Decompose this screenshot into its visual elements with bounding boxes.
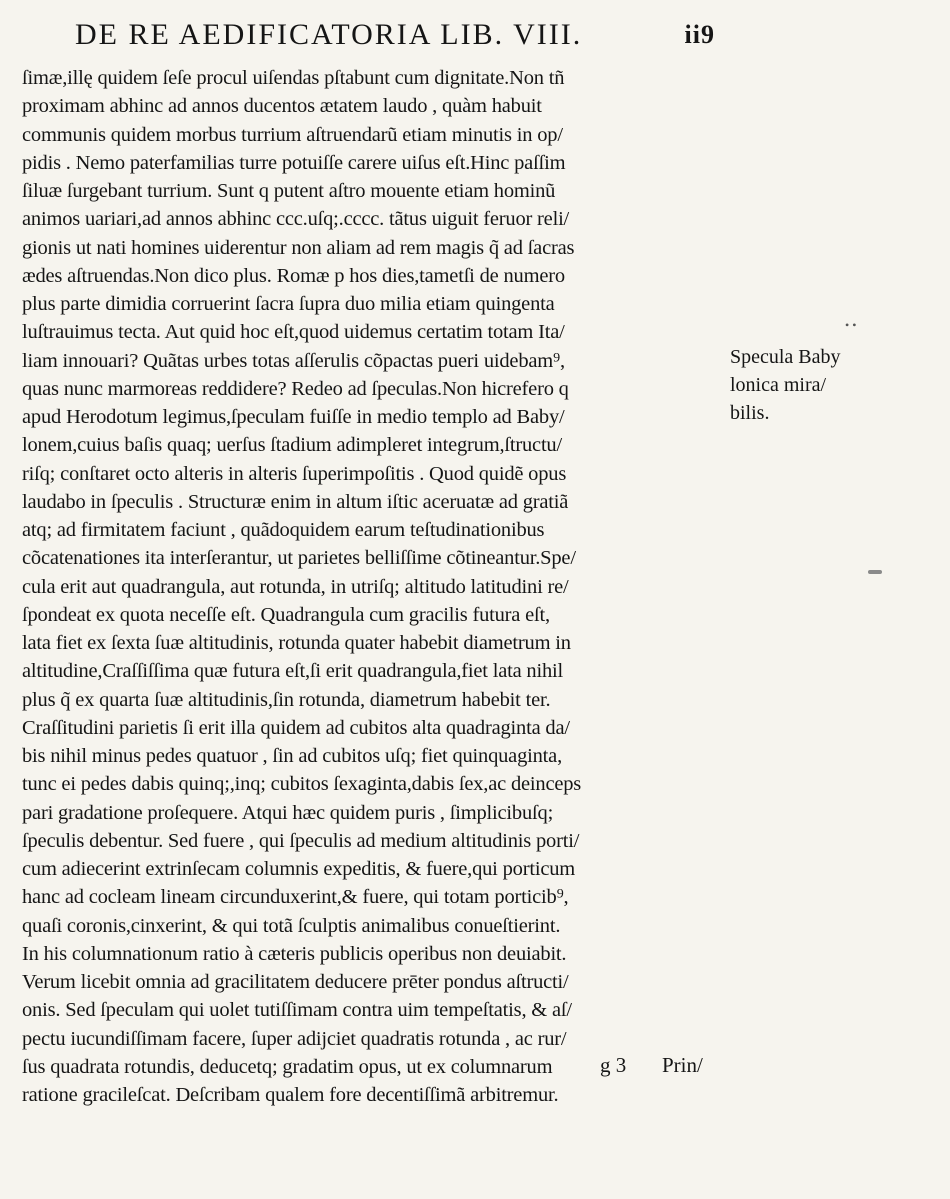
text-line: plus q̃ ex quarta ſuæ altitudinis,ſin rotunda, diametrum habebit ter. bbox=[22, 688, 551, 711]
margin-note-line: bilis. bbox=[730, 402, 770, 424]
text-line: cula erit aut quadrangula, aut rotunda, in utriſq; altitudo latitudini re/ bbox=[22, 575, 569, 598]
text-line: ſiluæ ſurgebant turrium. Sunt q putent aſtro mouente etiam hominũ bbox=[22, 180, 556, 202]
text-line: laudabo in ſpeculis . Structuræ enim in altum iſtic aceruatæ ad gratiã bbox=[22, 490, 569, 513]
text-line: ſus quadrata rotundis, deducetq; gradatim opus, ut ex columnarum bbox=[22, 1055, 553, 1078]
text-line: luſtrauimus tecta. Aut quid hoc eſt,quod uidemus certatim totam Ita/ bbox=[22, 321, 565, 344]
text-line: ſimæ,illę quidem ſeſe procul uiſendas pſtabunt cum dignitate.Non tñ bbox=[22, 67, 565, 89]
text-line: apud Herodotum legimus,ſpeculam fuiſſe in medio templo ad Baby/ bbox=[22, 406, 565, 428]
text-line: bis nihil minus pedes quatuor , ſin ad cubitos uſq; fiet quinquaginta, bbox=[22, 745, 563, 767]
text-line: hanc ad cocleam lineam circunduxerint,& fuere, qui totam porticib⁹, bbox=[22, 886, 569, 909]
running-head: DE RE AEDIFICATORIA LIB. VIII. bbox=[75, 18, 583, 51]
catchword: Prin/ bbox=[662, 1053, 703, 1077]
text-line: liam innouari? Quãtas urbes totas aſſerulis cõpactas pueri uidebam⁹, bbox=[22, 349, 565, 372]
text-line: In his columnationum ratio à cæteris publicis operibus non deuiabit. bbox=[22, 942, 567, 965]
text-line: lata fiet ex ſexta ſuæ altitudinis, rotunda quater habebit diametrum in bbox=[22, 632, 571, 654]
text-line: communis quidem morbus turrium aſtruendarũ etiam minutis in op/ bbox=[22, 123, 563, 146]
text-line: quaſi coronis,cinxerint, & qui totã ſculptis animalibus conueſtierint. bbox=[22, 914, 561, 937]
text-line: cum adiecerint extrinſecam columnis expeditis, & fuere,qui porticum bbox=[22, 858, 576, 880]
folio-number: ii9 bbox=[684, 20, 715, 49]
text-line: Verum licebit omnia ad gracilitatem deducere prēter pondus aſtructi/ bbox=[22, 971, 569, 993]
text-line: atq; ad firmitatem faciunt , quãdoquidem earum teſtudinationibus bbox=[22, 519, 545, 541]
text-line: animos uariari,ad annos abhinc ccc.uſq;.cccc. tãtus uiguit feruor reli/ bbox=[22, 208, 570, 231]
signature-mark: g 3 bbox=[600, 1053, 627, 1077]
margin-note-line: lonica mira/ bbox=[730, 374, 827, 396]
text-line: altitudine,Craſſiſſima quæ futura eſt,ſi erit quadrangula,fiet lata nihil bbox=[22, 660, 564, 683]
text-line: Craſſitudini parietis ſi erit illa quidem ad cubitos alta quadraginta da/ bbox=[22, 716, 570, 739]
text-line: cõcatenationes ita interſerantur, ut parietes belliſſime cõtineantur.Spe/ bbox=[22, 547, 576, 570]
text-line: ædes aſtruendas.Non dico plus. Romæ p hos dies,tametſi de numero bbox=[22, 264, 565, 287]
ink-specks: • • bbox=[845, 318, 857, 332]
text-line: ratione gracileſcat. Deſcribam qualem fore decentiſſimã arbitremur. bbox=[22, 1084, 559, 1106]
ink-mark bbox=[868, 570, 882, 574]
text-line: quas nunc marmoreas reddidere? Redeo ad ſpeculas.Non hicrefero q bbox=[22, 377, 569, 400]
text-line: pectu iucundiſſimam facere, ſuper adijciet quadratis rotunda , ac rur/ bbox=[22, 1027, 567, 1050]
text-line: ſpeculis debentur. Sed fuere , qui ſpeculis ad medium altitudinis porti/ bbox=[22, 829, 580, 852]
text-line: proximam abhinc ad annos ducentos ætatem laudo , quàm habuit bbox=[22, 95, 542, 118]
text-line: ſpondeat ex quota neceſſe eſt. Quadrangula cum gracilis futura eſt, bbox=[22, 603, 550, 626]
text-line: tunc ei pedes dabis quinq;,inq; cubitos ſexaginta,dabis ſex,ac deinceps bbox=[22, 773, 582, 796]
text-line: pidis . Nemo paterfamilias turre potuiſſe carere uiſus eſt.Hinc paſſim bbox=[22, 151, 566, 174]
margin-note bbox=[730, 343, 920, 427]
text-line: riſq; conſtaret octo alteris in alteris ſuperimpoſitis . Quod quidẽ opus bbox=[22, 462, 567, 485]
text-line: lonem,cuius baſis quaq; uerſus ſtadium adimpleret integrum,ſtructu/ bbox=[22, 434, 562, 457]
text-line: plus parte dimidia corruerint ſacra ſupra duo milia etiam quingenta bbox=[22, 293, 555, 315]
page-footer bbox=[600, 1053, 740, 1083]
text-line: onis. Sed ſpeculam qui uolet tutiſſimam contra uim tempeſtatis, & aſ/ bbox=[22, 999, 572, 1022]
body-text bbox=[22, 64, 732, 1109]
page-header bbox=[75, 18, 715, 58]
text-line: gionis ut nati homines uiderentur non aliam ad rem magis q̃ ad ſacras bbox=[22, 236, 575, 259]
text-line: pari gradatione proſequere. Atqui hæc quidem puris , ſimplicibuſq; bbox=[22, 801, 554, 824]
margin-note-line: Specula Baby bbox=[730, 346, 841, 368]
